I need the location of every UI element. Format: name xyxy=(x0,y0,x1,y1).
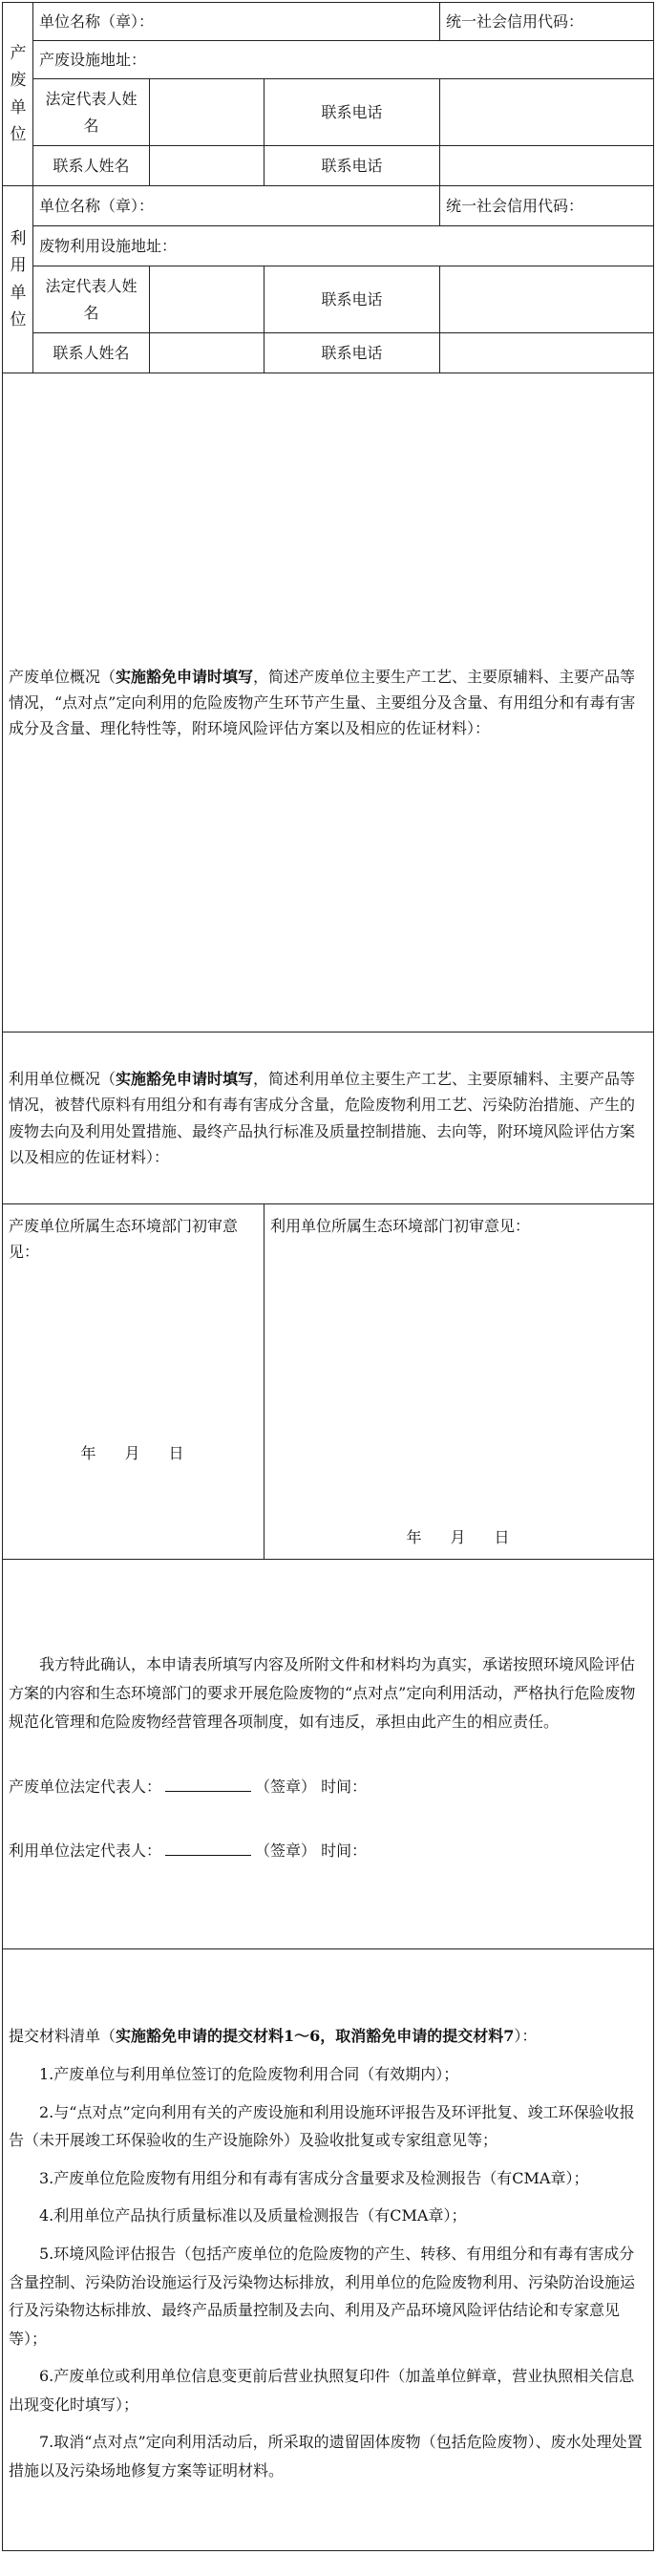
user-contact-label: 联系人姓名 xyxy=(33,333,150,373)
producer-side-label: 产 废 单 位 xyxy=(3,3,33,186)
producer-unit-name-label[interactable]: 单位名称（章）： xyxy=(33,3,440,41)
producer-row-name xyxy=(3,3,654,41)
materials-row xyxy=(3,1949,654,2551)
user-opinion-cell[interactable] xyxy=(265,1204,654,1560)
application-form-table xyxy=(2,2,654,2551)
user-unit-name-label[interactable]: 单位名称（章）： xyxy=(33,186,440,226)
producer-legal-rep-label: 法定代表人姓名 xyxy=(33,79,150,146)
user-phone-label: 联系电话 xyxy=(265,266,440,333)
declaration-text: 我方特此确认，本申请表所填写内容及所附文件和材料均为真实，承诺按照环境风险评估方案的内容和生态环境部门的要求开展危险废物的“点对点”定向利用活动，严格执行危险废物规范化管理和危险废物经营管理各项制度，如有违反，承担由此产生的相应责任。 xyxy=(9,1655,636,1731)
producer-contact-label: 联系人姓名 xyxy=(33,146,150,186)
materials-item: 7.取消“点对点”定向利用活动后，所采取的遗留固体废物（包括危险废物）、废水处理处置措施以及污染场地修复方案等证明材料。 xyxy=(9,2433,643,2480)
producer-overview-cell[interactable]: 产废单位概况（实施豁免申请时填写，简述产废单位主要生产工艺、主要原辅料、主要产品等情况，“点对点”定向利用的危险废物产生环节产生量、主要组分及含量、有用组分和有毒有害成分及含量、理化特性等，附环境风险评估方案以及相应的佐证材料）： xyxy=(3,373,654,1033)
user-opinion-label: 利用单位所属生态环境部门初审意见： xyxy=(270,1216,531,1235)
user-contact-field[interactable] xyxy=(150,333,265,373)
producer-legal-rep-field[interactable] xyxy=(150,79,265,146)
producer-sign-blank[interactable] xyxy=(165,1775,251,1793)
producer-opinion-cell[interactable] xyxy=(3,1204,265,1560)
producer-row-contact xyxy=(3,146,654,186)
materials-item: 6.产废单位或利用单位信息变更前后营业执照复印件（加盖单位鲜章，营业执照相关信息出现变化时填写）； xyxy=(9,2367,635,2414)
materials-item: 2.与“点对点”定向利用有关的产废设施和利用设施环评报告及环评批复、竣工环保验收报告（未开展竣工环保验收的生产设施除外）及验收批复或专家组意见等； xyxy=(9,2102,635,2150)
user-sign-line: 利用单位法定代表人： （签章） 时间： xyxy=(9,1838,647,1865)
user-side-label: 利 用 单 位 xyxy=(3,186,33,373)
user-legal-rep-label: 法定代表人姓名 xyxy=(33,266,150,333)
producer-sign-line: 产废单位法定代表人： （签章） 时间： xyxy=(9,1774,647,1801)
user-row-name xyxy=(3,186,654,226)
user-credit-code-label[interactable]: 统一社会信用代码： xyxy=(440,186,654,226)
user-opinion-date: 年 月 日 xyxy=(406,1527,512,1546)
user-contact-phone-label: 联系电话 xyxy=(265,333,440,373)
materials-item: 5.环境风险评估报告（包括产废单位的危险废物的产生、转移、有用组分和有毒有害成分含量控制、污染防治设施运行及污染物达标排放，利用单位的危险废物利用、污染防治设施运行及污染物达标排放、最终产品质量控制及去向、利用及产品环境风险评估结论和专家意见等）； xyxy=(9,2244,636,2348)
producer-overview-row xyxy=(3,373,654,1033)
producer-contact-phone-field[interactable] xyxy=(440,146,654,186)
user-sign-blank[interactable] xyxy=(165,1838,251,1856)
user-row-address xyxy=(3,226,654,266)
opinion-row xyxy=(3,1204,654,1560)
user-legal-rep-field[interactable] xyxy=(150,266,265,333)
producer-credit-code-label[interactable]: 统一社会信用代码： xyxy=(440,3,654,41)
producer-contact-phone-label: 联系电话 xyxy=(265,146,440,186)
user-overview-row xyxy=(3,1033,654,1204)
producer-phone-label: 联系电话 xyxy=(265,79,440,146)
user-facility-address-label[interactable]: 废物利用设施地址： xyxy=(33,226,654,266)
materials-heading: 提交材料清单（实施豁免申请的提交材料1～6，取消豁免申请的提交材料7）： xyxy=(9,2027,538,2046)
producer-phone-field[interactable] xyxy=(440,79,654,146)
producer-contact-field[interactable] xyxy=(150,146,265,186)
user-row-contact xyxy=(3,333,654,373)
materials-item: 1.产废单位与利用单位签订的危险废物利用合同（有效期内）； xyxy=(39,2064,459,2083)
producer-opinion-date: 年 月 日 xyxy=(80,1443,186,1462)
declaration-cell xyxy=(3,1560,654,1949)
user-contact-phone-field[interactable] xyxy=(440,333,654,373)
producer-facility-address-label[interactable]: 产废设施地址： xyxy=(33,41,654,79)
materials-item: 3.产废单位危险废物有用组分和有毒有害成分含量要求及检测报告（有CMA章）； xyxy=(39,2168,589,2187)
declaration-row xyxy=(3,1560,654,1949)
materials-item: 4.利用单位产品执行质量标准以及质量检测报告（有CMA章）； xyxy=(39,2206,467,2225)
producer-row-legal-rep xyxy=(3,79,654,146)
user-row-legal-rep xyxy=(3,266,654,333)
materials-cell xyxy=(3,1949,654,2551)
producer-opinion-label: 产废单位所属生态环境部门初审意见： xyxy=(9,1216,239,1261)
producer-row-address xyxy=(3,41,654,79)
user-phone-field[interactable] xyxy=(440,266,654,333)
user-overview-cell[interactable]: 利用单位概况（实施豁免申请时填写，简述利用单位主要生产工艺、主要原辅料、主要产品等情况，被替代原料有用组分和有毒有害成分含量，危险废物利用工艺、污染防治措施、产生的废物去向及利用处置措施、最终产品执行标准及质量控制措施、去向等，附环境风险评估方案以及相应的佐证材料）： xyxy=(3,1033,654,1204)
